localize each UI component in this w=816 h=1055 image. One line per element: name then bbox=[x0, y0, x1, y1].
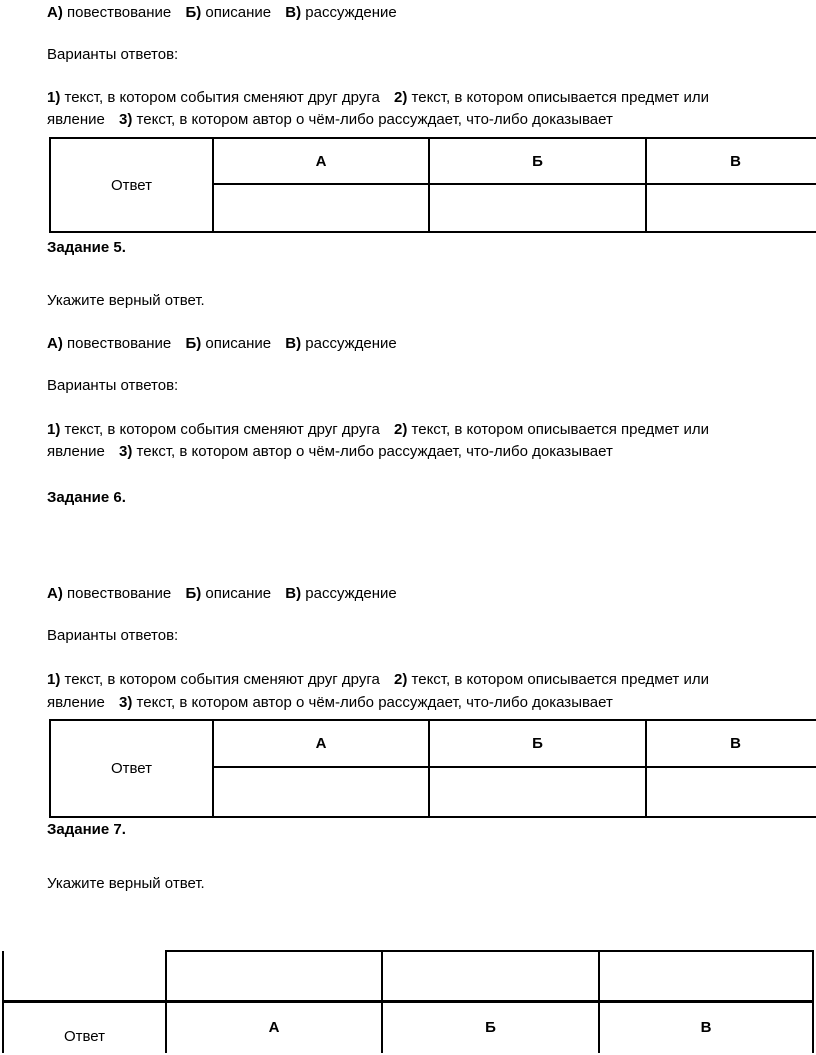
task-6-title: Задание 6. bbox=[47, 489, 126, 506]
options-line: А) повествование Б) описание В) рассуждение bbox=[47, 585, 397, 602]
variants-title: Варианты ответов: bbox=[47, 46, 179, 63]
task-7-title: Задание 7. bbox=[47, 821, 126, 838]
answers-line-1: 1) текст, в котором события сменяют друг друга 2) текст, в котором описывается предмет или bbox=[47, 89, 709, 106]
answers-line-1: 1) текст, в котором события сменяют друг друга 2) текст, в котором описывается предмет или bbox=[47, 671, 709, 688]
answers-line-1: 1) текст, в котором события сменяют друг друга 2) текст, в котором описывается предмет или bbox=[47, 421, 709, 438]
column-a-header: А bbox=[166, 1001, 382, 1053]
column-c-header: В bbox=[646, 720, 816, 767]
answer-cell-b[interactable] bbox=[382, 951, 599, 1001]
options-line: А) повествование Б) описание В) рассуждение bbox=[47, 335, 397, 352]
column-b-header: Б bbox=[429, 138, 646, 184]
column-c-header: В bbox=[599, 1001, 813, 1053]
answers-line-2: явление 3) текст, в котором автор о чём-либо рассуждает, что-либо доказывает bbox=[47, 694, 613, 711]
variants-title: Варианты ответов: bbox=[47, 377, 179, 394]
answer-table bbox=[49, 719, 816, 818]
variants-title: Варианты ответов: bbox=[47, 627, 179, 644]
column-b-header: Б bbox=[429, 720, 646, 767]
answers-line-2: явление 3) текст, в котором автор о чём-либо рассуждает, что-либо доказывает bbox=[47, 111, 613, 128]
answer-cell-b[interactable] bbox=[429, 767, 646, 817]
column-b-header: Б bbox=[382, 1001, 599, 1053]
answer-row-label-top bbox=[3, 951, 166, 1001]
answers-line-2: явление 3) текст, в котором автор о чём-либо рассуждает, что-либо доказывает bbox=[47, 443, 613, 460]
answer-row-label: Ответ bbox=[3, 1001, 166, 1053]
options-line: А) повествование Б) описание В) рассуждение bbox=[47, 4, 397, 21]
task-5-prompt: Укажите верный ответ. bbox=[47, 292, 205, 309]
column-a-header: А bbox=[213, 720, 429, 767]
answer-cell-c[interactable] bbox=[646, 184, 816, 232]
answer-cell-c[interactable] bbox=[646, 767, 816, 817]
column-c-header: В bbox=[646, 138, 816, 184]
task-7-prompt: Укажите верный ответ. bbox=[47, 875, 205, 892]
answer-cell-c[interactable] bbox=[599, 951, 813, 1001]
answer-cell-a[interactable] bbox=[213, 767, 429, 817]
answer-cell-a[interactable] bbox=[166, 951, 382, 1001]
answer-cell-a[interactable] bbox=[213, 184, 429, 232]
answer-row-label: Ответ bbox=[50, 720, 213, 817]
answer-table bbox=[2, 950, 814, 1053]
column-a-header: А bbox=[213, 138, 429, 184]
answer-cell-b[interactable] bbox=[429, 184, 646, 232]
task-5-title: Задание 5. bbox=[47, 239, 126, 256]
answer-table bbox=[49, 137, 816, 233]
answer-row-label: Ответ bbox=[50, 138, 213, 232]
